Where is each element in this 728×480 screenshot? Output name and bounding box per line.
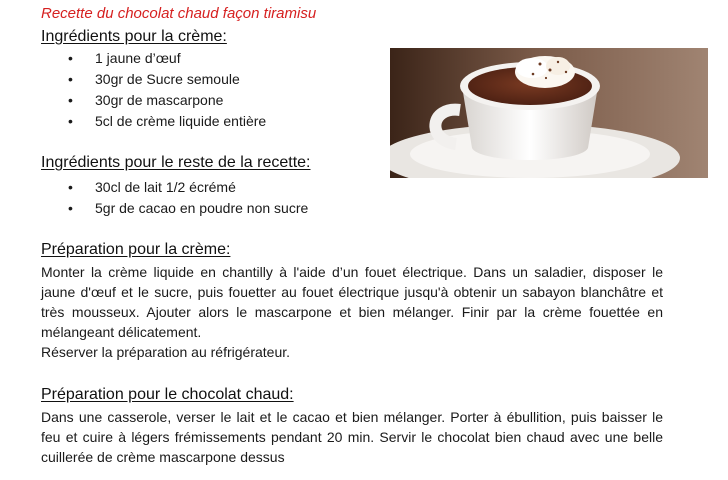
bullet-icon: • — [68, 179, 73, 195]
list-item — [41, 48, 266, 69]
ingredient-text: 30gr de Sucre semoule — [95, 71, 240, 87]
list-item — [41, 198, 308, 219]
ingredient-text: 5cl de crème liquide entière — [95, 113, 267, 129]
ingredient-text: 30cl de lait 1/2 écrémé — [95, 179, 236, 195]
prep-creme-paragraph: Monter la crème liquide en chantilly à l'aide d’un fouet électrique. Dans un saladier, disposer le jaune d'œuf et le sucre, puis fouetter au fouet électrique jusqu'à obtenir un sabayon blanchâtre et très mousseux. Ajouter alors le mascarpone et bien mélanger. Finir par la crème fouettée en mélangeant délicatement. — [41, 264, 663, 340]
bullet-icon: • — [68, 200, 73, 216]
list-item — [41, 69, 266, 90]
recipe-title: Recette du chocolat chaud façon tiramisu — [41, 5, 317, 22]
list-item — [41, 90, 266, 111]
prep-creme-heading: Préparation pour la crème: — [41, 241, 231, 258]
hot-chocolate-photo — [390, 48, 708, 178]
list-item — [41, 177, 308, 198]
prep-creme-note: Réserver la préparation au réfrigérateur. — [41, 344, 291, 360]
list-item — [41, 111, 266, 132]
bullet-icon: • — [68, 92, 73, 108]
ingredient-text: 30gr de mascarpone — [95, 92, 224, 108]
reste-ingredients-heading: Ingrédients pour le reste de la recette: — [41, 154, 311, 171]
prep-creme-text — [41, 262, 663, 362]
bullet-icon: • — [68, 113, 73, 129]
reste-ingredients-list — [41, 177, 308, 219]
creme-ingredients-list — [41, 48, 266, 132]
bullet-icon: • — [68, 71, 73, 87]
ingredient-text: 5gr de cacao en poudre non sucre — [95, 200, 309, 216]
prep-chocolat-text — [41, 407, 663, 467]
creme-ingredients-heading: Ingrédients pour la crème: — [41, 28, 227, 45]
ingredient-text: 1 jaune d’œuf — [95, 50, 181, 66]
bullet-icon: • — [68, 50, 73, 66]
prep-chocolat-paragraph: Dans une casserole, verser le lait et le cacao et bien mélanger. Porter à ébullition, puis baisser le feu et cuire à légers frémissements pendant 20 min. Servir le chocolat bien chaud avec une belle cuillerée de crème mascarpone dessus — [41, 409, 663, 465]
prep-chocolat-heading: Préparation pour le chocolat chaud: — [41, 386, 294, 403]
